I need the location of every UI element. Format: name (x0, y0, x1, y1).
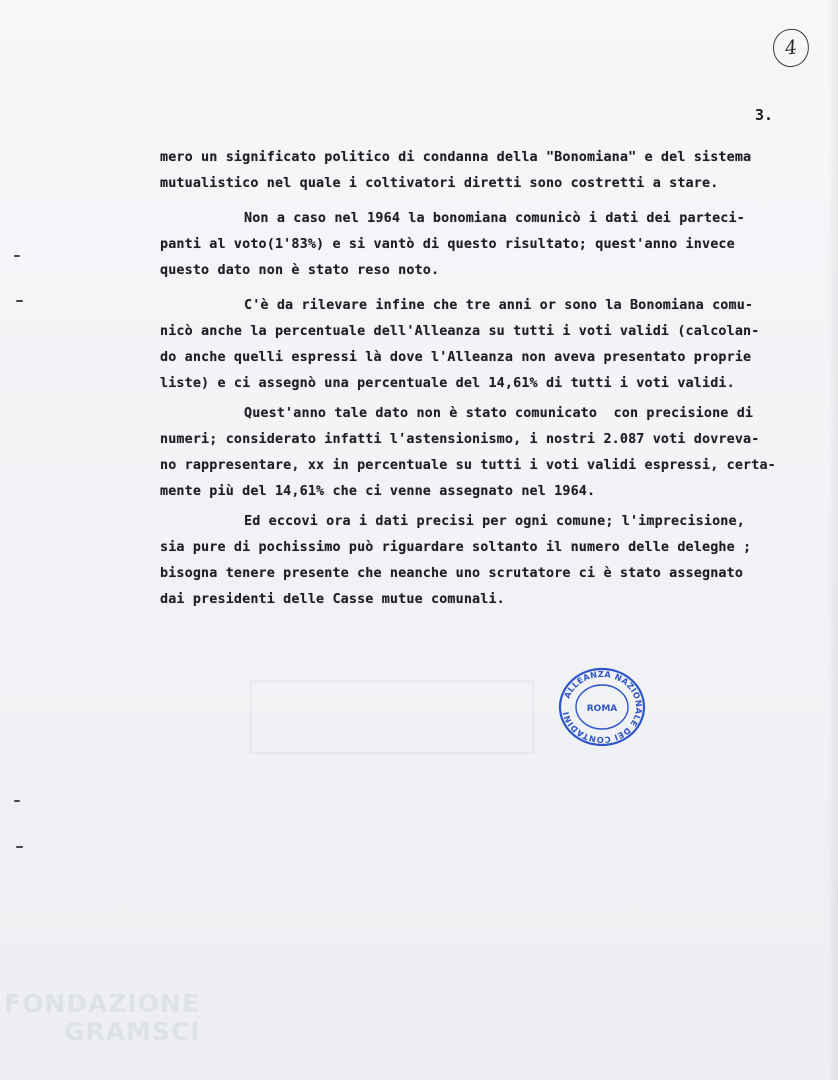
text-line: numeri; considerato infatti l'astensionismo, i nostri 2.087 voti dovreva- (160, 432, 760, 447)
watermark-line-2: GRAMSCI (64, 1017, 201, 1046)
handwritten-folio-number (771, 27, 812, 70)
folio-number-text: 4 (783, 36, 799, 60)
punch-hole-mark (16, 300, 23, 302)
punch-hole-mark (14, 255, 20, 257)
text-line: bisogna tenere presente che neanche uno scrutatore ci è stato assegnato (160, 566, 744, 581)
text-line: mero un significato politico di condanna della "Bonomiana" e del sistema (160, 150, 752, 165)
text-line: sia pure di pochissimo può riguardare soltanto il numero delle deleghe ; (160, 540, 752, 555)
watermark-line-1: FONDAZIONE (4, 989, 201, 1018)
letter-body (160, 145, 782, 613)
text-line: Quest'anno tale dato non è stato comunicato con precisione di (244, 406, 754, 421)
text-line: C'è da rilevare infine che tre anni or sono la Bonomiana comu- (244, 298, 754, 313)
text-line: dai presidenti delle Casse mutue comunali. (160, 592, 505, 607)
archive-watermark (4, 990, 234, 1070)
text-line: liste) e ci assegnò una percentuale del 14,61% di tutti i voti validi. (160, 376, 735, 391)
text-line: questo dato non è stato reso noto. (160, 263, 440, 278)
text-line: Ed eccovi ora i dati precisi per ogni comune; l'imprecisione, (244, 514, 745, 529)
page-edge-shadow (828, 0, 838, 1080)
text-line: mutualistico nel quale i coltivatori diretti sono costretti a stare. (160, 176, 719, 191)
page-number: 3. (755, 106, 774, 124)
text-line: mente più del 14,61% che ci venne assegnato nel 1964. (160, 484, 596, 499)
text-line: Non a caso nel 1964 la bonomiana comunicò i dati dei parteci- (244, 211, 745, 226)
organization-stamp (555, 665, 649, 749)
punch-hole-mark (14, 800, 20, 802)
text-line: do anche quelli espressi là dove l'Alleanza non aveva presentato proprie (160, 350, 752, 365)
bleed-through-shadow (250, 680, 534, 754)
stamp-center-text: ROMA (586, 704, 618, 714)
text-line: no rappresentare, xx in percentuale su tutti i voti validi espressi, certa- (160, 458, 776, 473)
text-line: panti al voto(1'83%) e si vantò di questo risultato; quest'anno invece (160, 237, 735, 252)
punch-hole-mark (16, 846, 23, 848)
stamp-ring-text-path: ALLEANZA NAZIONALE DEI CONTADINI (560, 668, 645, 746)
text-line: nicò anche la percentuale dell'Alleanza su tutti i voti validi (calcolan- (160, 324, 760, 339)
